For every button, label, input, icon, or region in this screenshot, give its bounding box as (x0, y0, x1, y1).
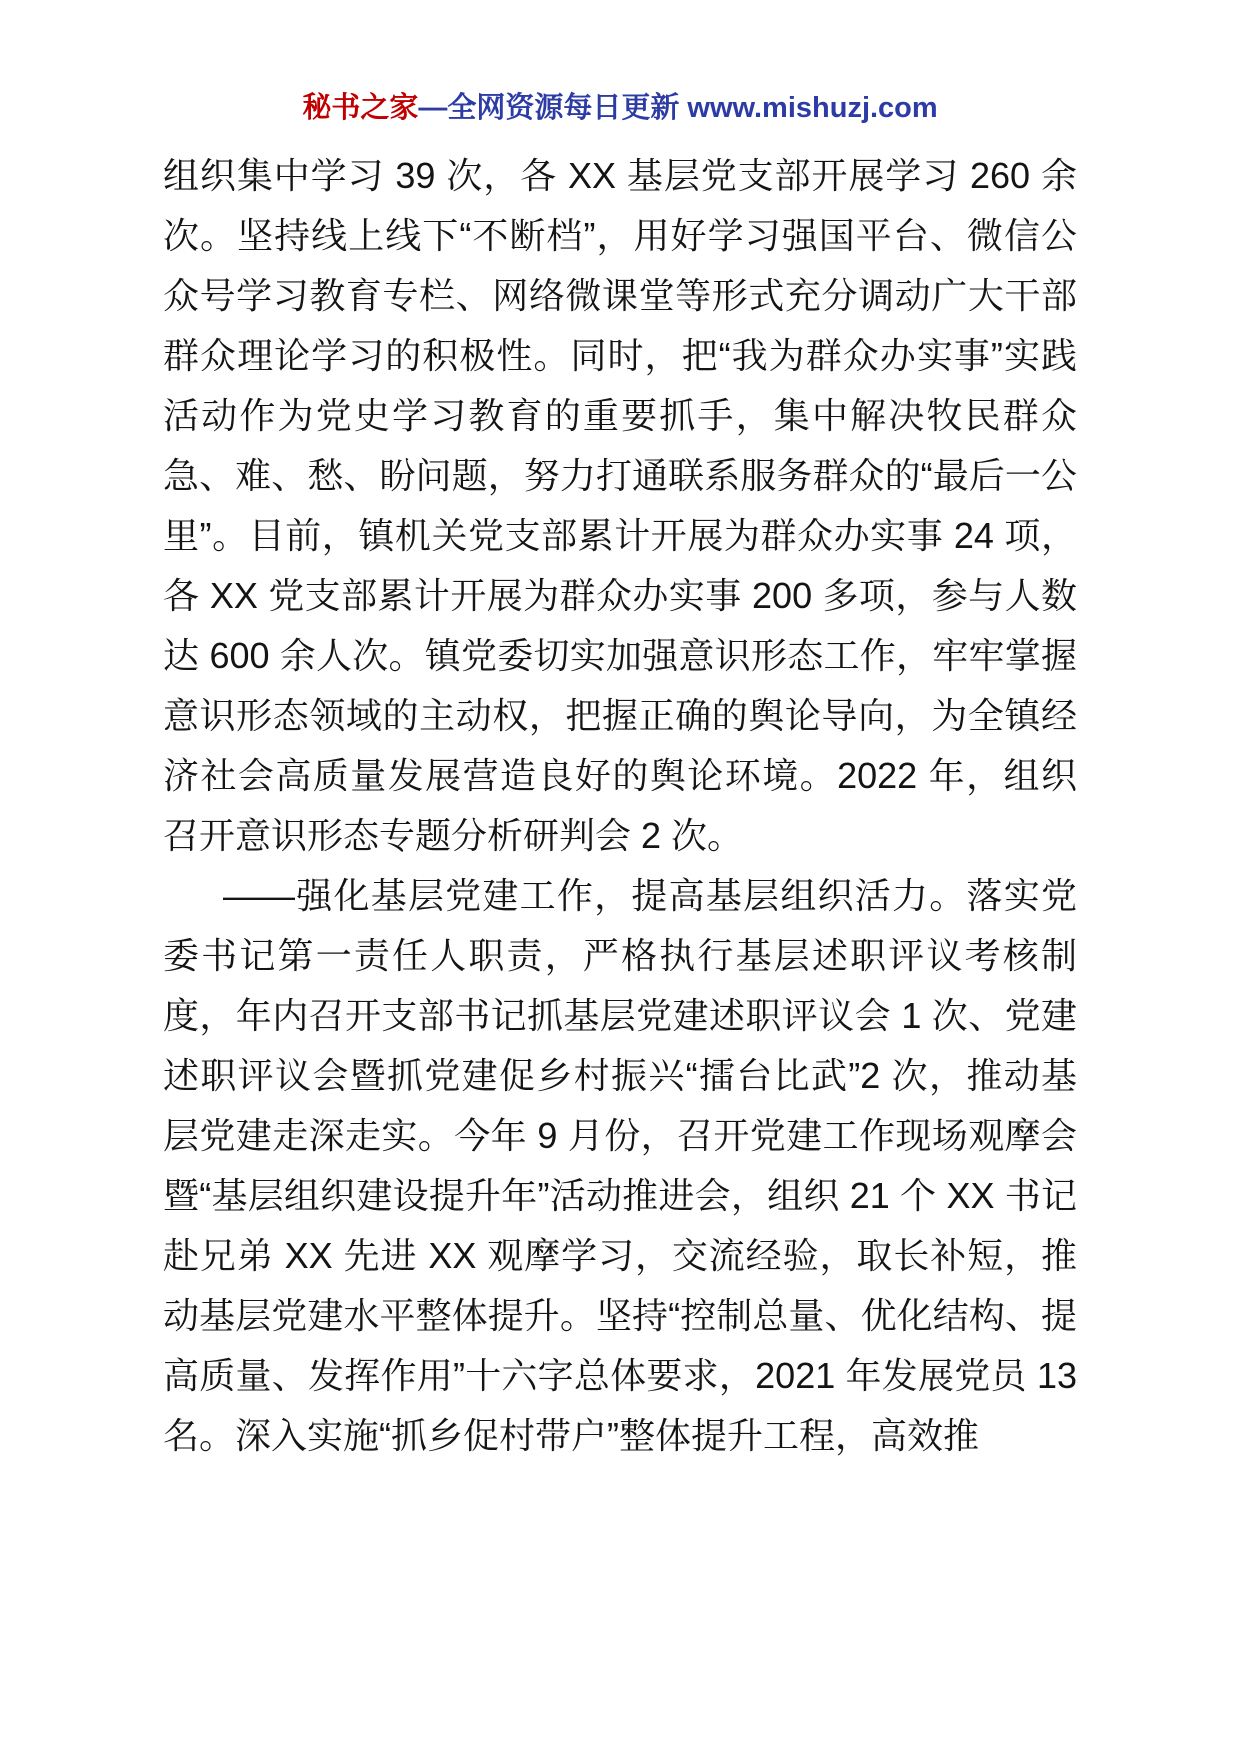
paragraph: ——强化基层党建工作，提高基层组织活力。落实党委书记第一责任人职责，严格执行基层述职评议考核制度，年内召开支部书记抓基层党建述职评议会 1 次、党建述职评议会暨抓党建促乡村振兴“擂台比武”2 次，推动基层党建走深走实。今年 9 月份，召开党建工作现场观摩会暨“基层组织建设提升年”活动推进会，组织 21 个 XX 书记赴兄弟 XX 先进 XX 观摩学习，交流经验，取长补短，推动基层党建水平整体提升。坚持“控制总量、优化结构、提高质量、发挥作用”十六字总体要求，2021 年发展党员 13 名。深入实施“抓乡促村带户”整体提升工程，高效推 (163, 875, 1077, 1456)
site-tagline: —全网资源每日更新 www.mishuzj.com (418, 92, 938, 124)
paragraph: 组织集中学习 39 次，各 XX 基层党支部开展学习 260 余次。坚持线上线下“不断档”，用好学习强国平台、微信公众号学习教育专栏、网络微课堂等形式充分调动广大干部群众理论学习的积极性。同时，把“我为群众办实事”实践活动作为党史学习教育的重要抓手，集中解决牧民群众急、难、愁、盼问题，努力打通联系服务群众的“最后一公里”。目前，镇机关党支部累计开展为群众办实事 24 项，各 XX 党支部累计开展为群众办实事 200 多项，参与人数达 600 余人次。镇党委切实加强意识形态工作，牢牢掌握意识形态领域的主动权，把握正确的舆论导向，为全镇经济社会高质量发展营造良好的舆论环境。2022 年，组织召开意识形态专题分析研判会 2 次。 (163, 155, 1077, 856)
document-body (163, 146, 1077, 1466)
site-brand: 秘书之家 (302, 92, 419, 124)
page-header (163, 88, 1077, 128)
